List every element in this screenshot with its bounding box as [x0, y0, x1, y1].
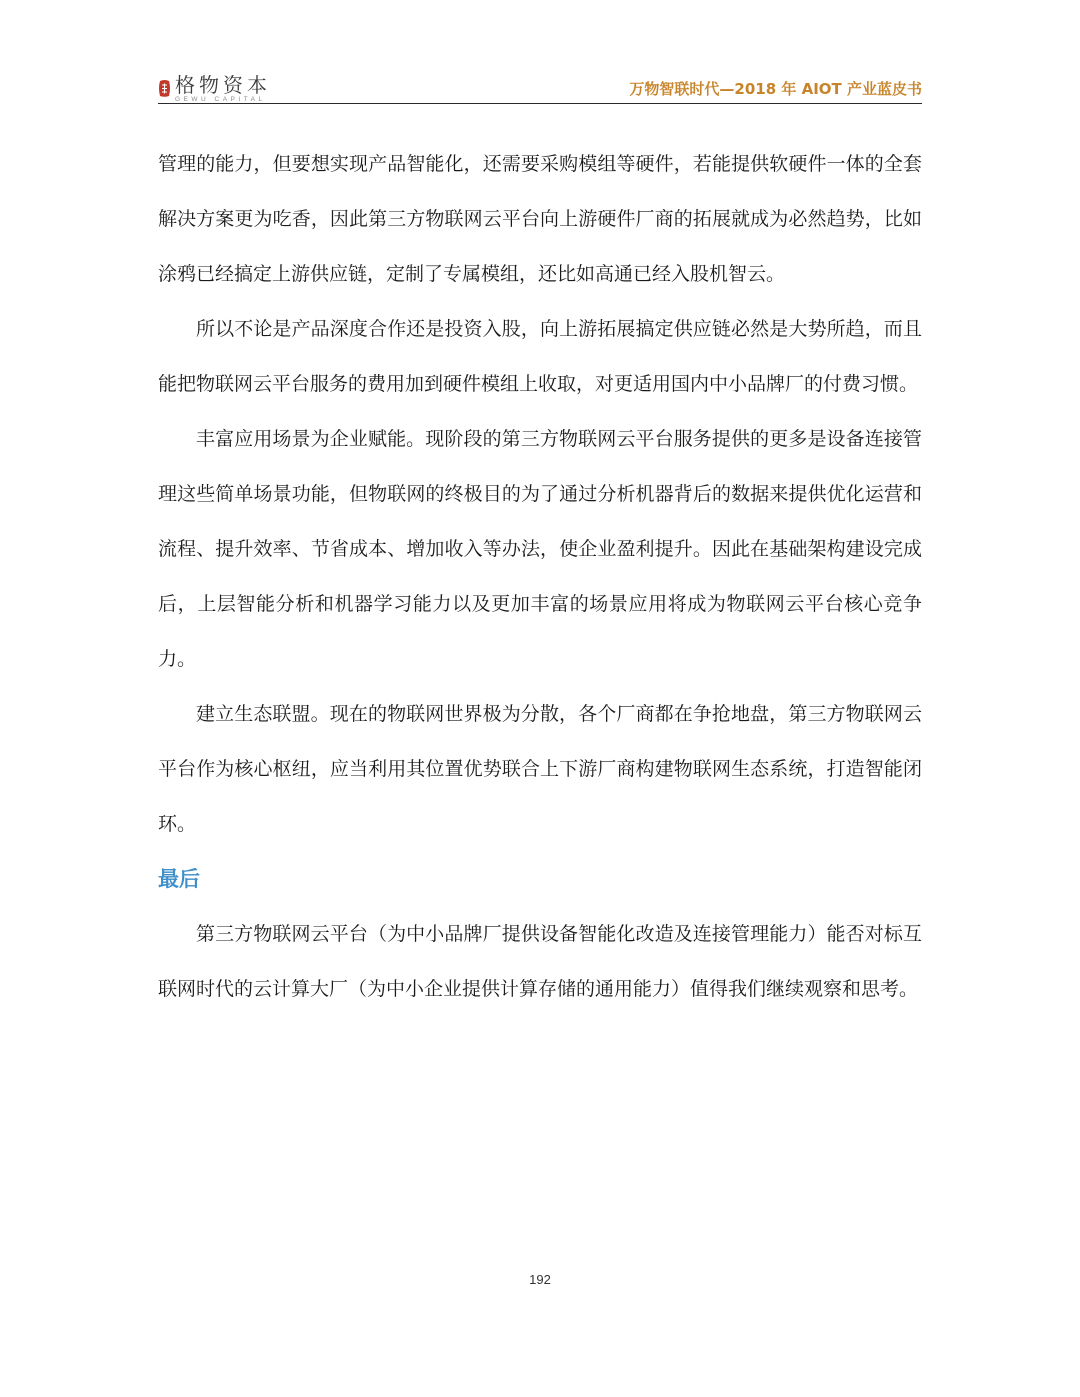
report-title: 万物智联时代—2018 年 AIOT 产业蓝皮书 — [629, 80, 922, 98]
body-paragraph: 所以不论是产品深度合作还是投资入股，向上游拓展搞定供应链必然是大势所趋，而且能把物联网云平台服务的费用加到硬件模组上收取，对更适用国内中小品牌厂的付费习惯。 — [158, 318, 922, 395]
page-number: 192 — [529, 1272, 551, 1287]
body-paragraph: 建立生态联盟。现在的物联网世界极为分散，各个厂商都在争抢地盘，第三方物联网云平台作为核心枢纽，应当利用其位置优势联合上下游厂商构建物联网生态系统，打造智能闭环。 — [158, 703, 922, 835]
seal-logo-icon — [158, 80, 171, 97]
logo-subtitle: GEWU CAPITAL — [175, 96, 266, 103]
section-heading: 最后 — [158, 867, 200, 891]
company-logo — [158, 74, 271, 104]
body-paragraph: 管理的能力，但要想实现产品智能化，还需要采购模组等硬件，若能提供软硬件一体的全套解决方案更为吃香，因此第三方物联网云平台向上游硬件厂商的拓展就成为必然趋势，比如涂鸦已经搞定上游供应链，定制了专属模组，还比如高通已经入股机智云。 — [158, 153, 922, 285]
closing-paragraph: 第三方物联网云平台（为中小品牌厂提供设备智能化改造及连接管理能力）能否对标互联网时代的云计算大厂（为中小企业提供计算存储的通用能力）值得我们继续观察和思考。 — [158, 923, 922, 1000]
page-header — [158, 74, 922, 104]
logo-name: 格物资本 — [175, 73, 271, 97]
header-divider — [158, 103, 922, 104]
body-paragraph: 丰富应用场景为企业赋能。现阶段的第三方物联网云平台服务提供的更多是设备连接管理这些简单场景功能，但物联网的终极目的为了通过分析机器背后的数据来提供优化运营和流程、提升效率、节省成本、增加收入等办法，使企业盈利提升。因此在基础架构建设完成后，上层智能分析和机器学习能力以及更加丰富的场景应用将成为物联网云平台核心竞争力。 — [158, 428, 922, 670]
page-body — [158, 137, 922, 1017]
